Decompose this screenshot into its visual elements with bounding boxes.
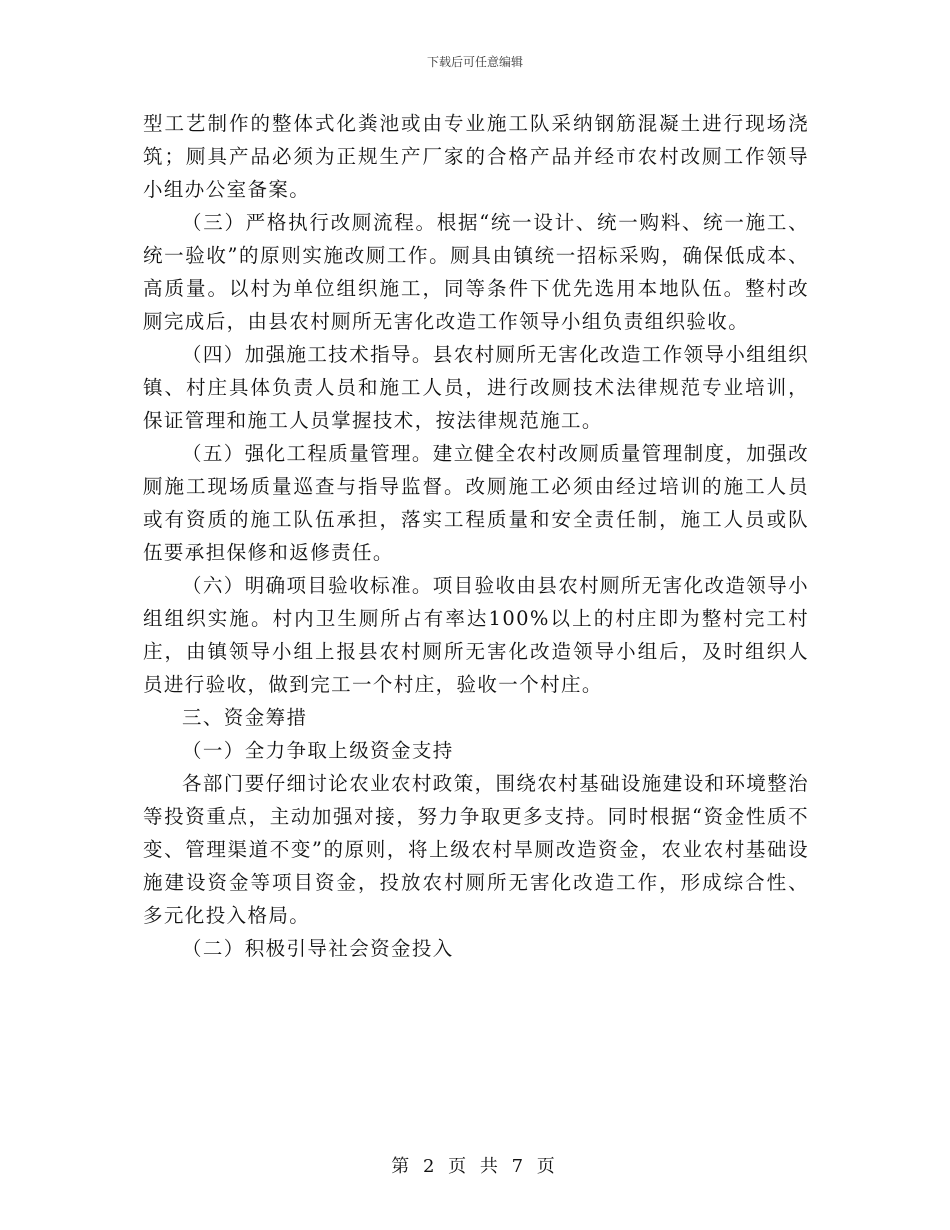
- paragraph-section-3: （三）严格执行改厕流程。根据“统一设计、统一购料、统一施工、统一验收”的原则实施改厕工作。厕具由镇统一招标采购，确保低成本、高质量。以村为单位组织施工，同等条件下优先选用本地队伍。整村改厕完成后，由县农村厕所无害化改造工作领导小组负责组织验收。: [143, 211, 809, 333]
- paragraph-section-6: （六）明确项目验收标准。项目验收由县农村厕所无害化改造领导小组组织实施。村内卫生厕所占有率达100%以上的村庄即为整村完工村庄，由镇领导小组上报县农村厕所无害化改造领导小组后，及时组织人员进行验收，做到完工一个村庄，验收一个村庄。: [143, 574, 810, 696]
- heading-funding: 三、资金筹措: [182, 706, 308, 729]
- paragraph-continuation: 型工艺制作的整体式化粪池或由专业施工队采纳钢筋混凝土进行现场浇筑；厕具产品必须为正规生产厂家的合格产品并经市农村改厕工作领导小组办公室备案。: [143, 112, 809, 201]
- paragraph-section-4: （四）加强施工技术指导。县农村厕所无害化改造工作领导小组组织镇、村庄具体负责人员和施工人员，进行改厕技术法律规范专业培训，保证管理和施工人员掌握技术，按法律规范施工。: [143, 343, 810, 432]
- subheading-funding-1: （一）全力争取上级资金支持: [182, 739, 454, 762]
- subheading-funding-2: （二）积极引导社会资金投入: [182, 937, 454, 960]
- page-number: 第 2 页 共 7 页: [391, 1156, 559, 1177]
- paragraph-section-5: （五）强化工程质量管理。建立健全农村改厕质量管理制度，加强改厕施工现场质量巡查与指导监督。改厕施工必须由经过培训的施工人员或有资质的施工队伍承担，落实工程质量和安全责任制，施工人员或队伍要承担保修和返修责任。: [143, 442, 810, 564]
- page-header-note: 下载后可任意编辑: [426, 55, 523, 69]
- document-body: [143, 107, 809, 965]
- paragraph-funding-1: 各部门要仔细讨论农业农村政策，围绕农村基础设施建设和环境整治等投资重点，主动加强对接，努力争取更多支持。同时根据“资金性质不变、管理渠道不变”的原则，将上级农村旱厕改造资金，农业农村基础设施建设资金等项目资金，投放农村厕所无害化改造工作，形成综合性、多元化投入格局。: [143, 772, 810, 927]
